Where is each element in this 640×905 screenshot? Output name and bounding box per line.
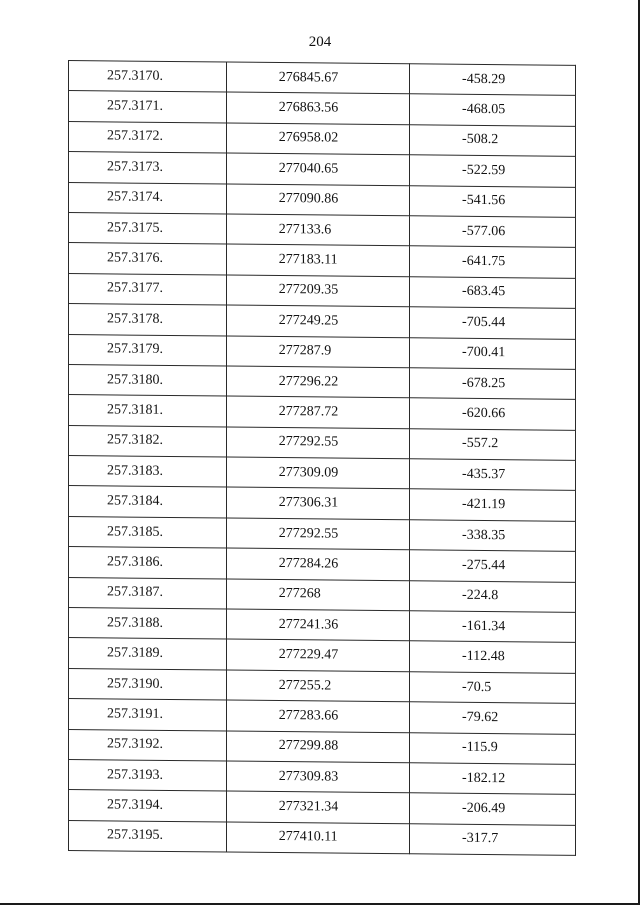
table-row bbox=[69, 243, 576, 278]
point-id-cell: 257.3172. bbox=[69, 121, 227, 153]
x-coordinate-cell: 277090.86 bbox=[226, 184, 409, 216]
y-coordinate-cell: -577.06 bbox=[410, 216, 576, 248]
table-row bbox=[69, 456, 576, 491]
table-row bbox=[69, 729, 576, 764]
y-coordinate-cell: -468.05 bbox=[410, 94, 576, 126]
point-id-cell: 257.3193. bbox=[69, 759, 227, 791]
table-body bbox=[69, 61, 576, 856]
x-coordinate-cell: 277284.26 bbox=[226, 548, 409, 580]
y-coordinate-cell: -557.2 bbox=[410, 428, 576, 460]
y-coordinate-cell: -678.25 bbox=[410, 368, 576, 400]
y-coordinate-cell: -275.44 bbox=[410, 550, 576, 582]
table-row bbox=[69, 425, 576, 460]
point-id-cell: 257.3175. bbox=[69, 212, 227, 244]
y-coordinate-cell: -70.5 bbox=[410, 672, 576, 704]
x-coordinate-cell: 277287.9 bbox=[226, 336, 409, 368]
y-coordinate-cell: -112.48 bbox=[410, 641, 576, 673]
x-coordinate-cell: 276958.02 bbox=[226, 123, 409, 155]
y-coordinate-cell: -700.41 bbox=[410, 337, 576, 369]
table-row bbox=[69, 152, 576, 187]
page-number: 204 bbox=[308, 34, 332, 50]
table-row bbox=[69, 577, 576, 612]
table-row bbox=[69, 547, 576, 582]
y-coordinate-cell: -458.29 bbox=[410, 64, 576, 96]
x-coordinate-cell: 277249.25 bbox=[226, 305, 409, 337]
y-coordinate-cell: -508.2 bbox=[410, 125, 576, 157]
point-id-cell: 257.3192. bbox=[69, 729, 227, 761]
table-row bbox=[69, 820, 576, 855]
x-coordinate-cell: 276845.67 bbox=[226, 62, 409, 94]
point-id-cell: 257.3177. bbox=[69, 273, 227, 305]
table-row bbox=[69, 91, 576, 126]
y-coordinate-cell: -206.49 bbox=[410, 793, 576, 825]
point-id-cell: 257.3188. bbox=[69, 608, 227, 640]
y-coordinate-cell: -641.75 bbox=[410, 246, 576, 278]
y-coordinate-cell: -115.9 bbox=[410, 732, 576, 764]
point-id-cell: 257.3170. bbox=[69, 61, 227, 93]
point-id-cell: 257.3186. bbox=[69, 547, 227, 579]
x-coordinate-cell: 277229.47 bbox=[226, 639, 409, 671]
point-id-cell: 257.3174. bbox=[69, 182, 227, 214]
y-coordinate-cell: -338.35 bbox=[410, 520, 576, 552]
y-coordinate-cell: -161.34 bbox=[410, 611, 576, 643]
point-id-cell: 257.3185. bbox=[69, 516, 227, 548]
table-row bbox=[69, 759, 576, 794]
point-id-cell: 257.3181. bbox=[69, 395, 227, 427]
x-coordinate-cell: 277292.55 bbox=[226, 427, 409, 459]
y-coordinate-cell: -421.19 bbox=[410, 489, 576, 521]
table-row bbox=[69, 668, 576, 703]
x-coordinate-cell: 277241.36 bbox=[226, 609, 409, 641]
table-row bbox=[69, 395, 576, 430]
x-coordinate-cell: 277309.09 bbox=[226, 457, 409, 489]
point-id-cell: 257.3179. bbox=[69, 334, 227, 366]
point-id-cell: 257.3183. bbox=[69, 456, 227, 488]
x-coordinate-cell: 277133.6 bbox=[226, 214, 409, 246]
x-coordinate-cell: 277268 bbox=[226, 579, 409, 611]
table-row bbox=[69, 61, 576, 96]
x-coordinate-cell: 277283.66 bbox=[226, 700, 409, 732]
point-id-cell: 257.3187. bbox=[69, 577, 227, 609]
y-coordinate-cell: -683.45 bbox=[410, 277, 576, 309]
x-coordinate-cell: 277040.65 bbox=[226, 153, 409, 185]
y-coordinate-cell: -224.8 bbox=[410, 580, 576, 612]
table-row bbox=[69, 790, 576, 825]
table-row bbox=[69, 516, 576, 551]
y-coordinate-cell: -541.56 bbox=[410, 185, 576, 217]
table-row bbox=[69, 364, 576, 399]
x-coordinate-cell: 277209.35 bbox=[226, 275, 409, 307]
x-coordinate-cell: 277183.11 bbox=[226, 244, 409, 276]
y-coordinate-cell: -620.66 bbox=[410, 398, 576, 430]
x-coordinate-cell: 277292.55 bbox=[226, 518, 409, 550]
point-id-cell: 257.3194. bbox=[69, 790, 227, 822]
x-coordinate-cell: 277410.11 bbox=[226, 822, 409, 854]
x-coordinate-cell: 277299.88 bbox=[226, 731, 409, 763]
point-id-cell: 257.3191. bbox=[69, 699, 227, 731]
point-id-cell: 257.3178. bbox=[69, 304, 227, 336]
x-coordinate-cell: 277255.2 bbox=[226, 670, 409, 702]
point-id-cell: 257.3184. bbox=[69, 486, 227, 518]
table-row bbox=[69, 486, 576, 521]
table-row bbox=[69, 608, 576, 643]
x-coordinate-cell: 277296.22 bbox=[226, 366, 409, 398]
point-id-cell: 257.3195. bbox=[69, 820, 227, 852]
table-row bbox=[69, 212, 576, 247]
table-row bbox=[69, 334, 576, 369]
table-row bbox=[69, 638, 576, 673]
point-id-cell: 257.3182. bbox=[69, 425, 227, 457]
coordinates-table bbox=[68, 60, 576, 856]
x-coordinate-cell: 277321.34 bbox=[226, 791, 409, 823]
y-coordinate-cell: -705.44 bbox=[410, 307, 576, 339]
point-id-cell: 257.3171. bbox=[69, 91, 227, 123]
y-coordinate-cell: -435.37 bbox=[410, 459, 576, 491]
point-id-cell: 257.3180. bbox=[69, 364, 227, 396]
point-id-cell: 257.3173. bbox=[69, 152, 227, 184]
y-coordinate-cell: -317.7 bbox=[410, 824, 576, 856]
x-coordinate-cell: 277309.83 bbox=[226, 761, 409, 793]
point-id-cell: 257.3189. bbox=[69, 638, 227, 670]
point-id-cell: 257.3190. bbox=[69, 668, 227, 700]
point-id-cell: 257.3176. bbox=[69, 243, 227, 275]
table-row bbox=[69, 121, 576, 156]
x-coordinate-cell: 277287.72 bbox=[226, 396, 409, 428]
table-row bbox=[69, 699, 576, 734]
y-coordinate-cell: -182.12 bbox=[410, 763, 576, 795]
x-coordinate-cell: 276863.56 bbox=[226, 92, 409, 124]
table-row bbox=[69, 304, 576, 339]
table-row bbox=[69, 273, 576, 308]
table-row bbox=[69, 182, 576, 217]
x-coordinate-cell: 277306.31 bbox=[226, 487, 409, 519]
y-coordinate-cell: -79.62 bbox=[410, 702, 576, 734]
y-coordinate-cell: -522.59 bbox=[410, 155, 576, 187]
